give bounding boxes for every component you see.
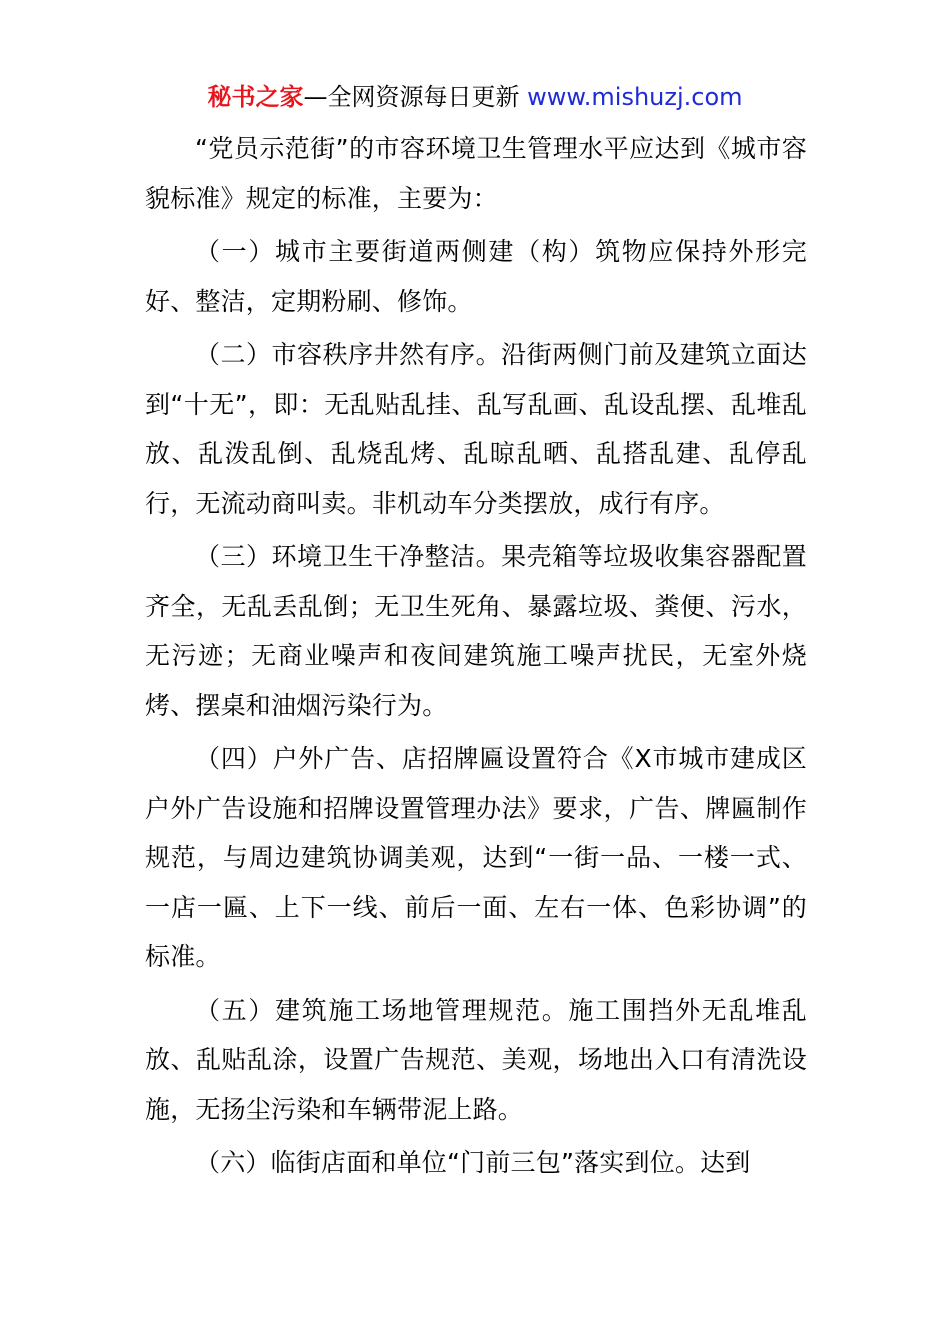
paragraph-item-1: （一）城市主要街道两侧建（构）筑物应保持外形完好、整洁，定期粉刷、修饰。 xyxy=(145,237,807,316)
document-body xyxy=(145,124,807,1192)
paragraph-item-3: （三）环境卫生干净整洁。果壳箱等垃圾收集容器配置齐全，无乱丢乱倒；无卫生死角、暴露垃圾、粪便、污水，无污迹；无商业噪声和夜间建筑施工噪声扰民，无室外烧烤、摆桌和油烟污染行为。 xyxy=(145,542,807,720)
paragraph-item-5: （五）建筑施工场地管理规范。施工围挡外无乱堆乱放、乱贴乱涂，设置广告规范、美观，场地出入口有清洗设施，无扬尘污染和车辆带泥上路。 xyxy=(145,995,807,1124)
paragraph-intro: “党员示范街”的市容环境卫生管理水平应达到《城市容貌标准》规定的标准，主要为： xyxy=(145,134,807,213)
paragraph-item-2: （二）市容秩序井然有序。沿街两侧门前及建筑立面达到“十无”，即：无乱贴乱挂、乱写乱画、乱设乱摆、乱堆乱放、乱泼乱倒、乱烧乱烤、乱晾乱晒、乱搭乱建、乱停乱行，无流动商叫卖。非机动车分类摆放，成行有序。 xyxy=(145,340,807,518)
site-url-link[interactable]: www.mishuzj.com xyxy=(527,83,743,111)
paragraph-item-6: （六）临街店面和单位“门前三包”落实到位。达到 xyxy=(195,1148,751,1177)
header-slogan: —全网资源每日更新 xyxy=(303,83,528,111)
page-header xyxy=(0,80,950,114)
paragraph-item-4: （四）户外广告、店招牌匾设置符合《X市城市建成区户外广告设施和招牌设置管理办法》要求，广告、牌匾制作规范，与周边建筑协调美观，达到“一街一品、一楼一式、一店一匾、上下一线、前后一面、左右一体、色彩协调”的标准。 xyxy=(145,744,807,971)
brand-name: 秘书之家 xyxy=(207,83,304,111)
